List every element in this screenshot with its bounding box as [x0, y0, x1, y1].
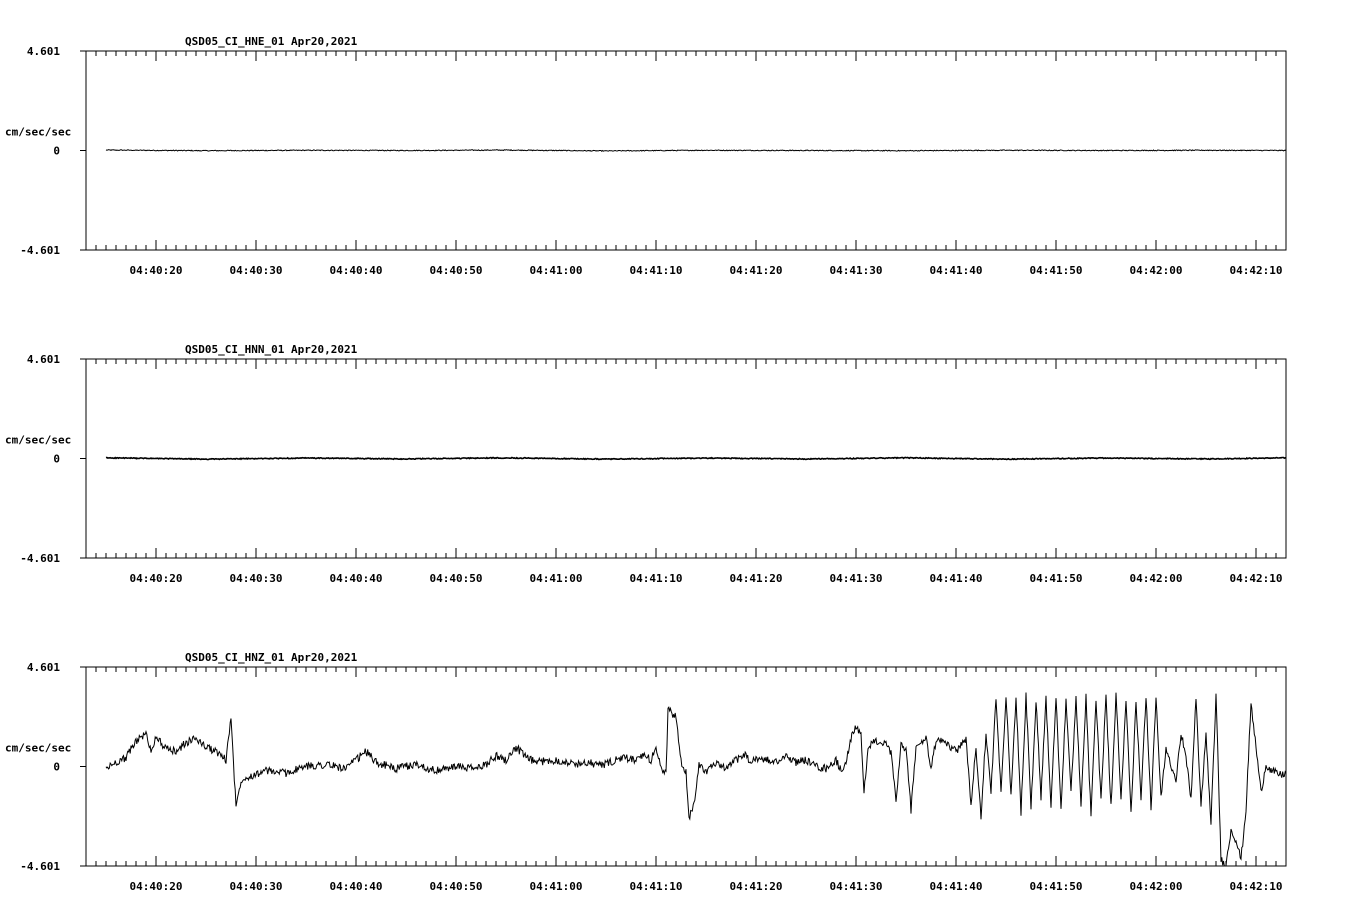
x-tick-label: 04:41:40 [929, 572, 983, 585]
x-tick-label: 04:41:20 [729, 264, 783, 277]
y-tick-label-max: 4.601 [26, 45, 60, 58]
trace-line [106, 150, 1286, 152]
x-tick-label: 04:40:40 [329, 880, 383, 893]
x-tick-label: 04:41:30 [829, 880, 883, 893]
x-tick-label: 04:41:00 [529, 572, 583, 585]
x-tick-label: 04:40:30 [229, 572, 283, 585]
x-tick-label: 04:40:40 [329, 572, 383, 585]
x-tick-label: 04:40:30 [229, 264, 283, 277]
panel-title: QSD05_CI_HNN_01 Apr20,2021 [185, 343, 358, 356]
x-tick-label: 04:40:50 [429, 264, 483, 277]
y-tick-label-min: -4.601 [20, 552, 60, 565]
x-tick-label: 04:42:00 [1129, 572, 1183, 585]
x-tick-label: 04:41:10 [629, 264, 683, 277]
y-tick-label-max: 4.601 [26, 661, 60, 674]
x-tick-label: 04:40:20 [129, 264, 183, 277]
x-tick-label: 04:41:10 [629, 572, 683, 585]
x-tick-label: 04:42:00 [1129, 264, 1183, 277]
x-tick-label: 04:40:20 [129, 880, 183, 893]
x-tick-label: 04:40:50 [429, 572, 483, 585]
x-tick-label: 04:41:50 [1029, 264, 1083, 277]
x-tick-label: 04:42:10 [1229, 264, 1283, 277]
x-tick-label: 04:40:50 [429, 880, 483, 893]
x-tick-label: 04:41:50 [1029, 572, 1083, 585]
x-tick-label: 04:40:40 [329, 264, 383, 277]
x-tick-label: 04:42:10 [1229, 572, 1283, 585]
x-tick-label: 04:41:40 [929, 880, 983, 893]
y-axis-label: cm/sec/sec [5, 741, 72, 755]
y-tick-label-max: 4.601 [26, 353, 60, 366]
x-tick-label: 04:40:30 [229, 880, 283, 893]
x-tick-label: 04:41:00 [529, 880, 583, 893]
x-tick-label: 04:41:40 [929, 264, 983, 277]
x-tick-label: 04:41:10 [629, 880, 683, 893]
x-tick-label: 04:41:00 [529, 264, 583, 277]
x-tick-label: 04:42:00 [1129, 880, 1183, 893]
y-tick-label-zero: 0 [53, 144, 60, 158]
x-tick-label: 04:41:30 [829, 572, 883, 585]
y-axis-label: cm/sec/sec [5, 433, 72, 447]
y-axis-label: cm/sec/sec [5, 125, 72, 139]
x-tick-label: 04:41:20 [729, 572, 783, 585]
y-tick-label-zero: 0 [53, 760, 60, 774]
trace-line [106, 693, 1286, 867]
y-tick-label-min: -4.601 [20, 860, 60, 873]
x-tick-label: 04:41:30 [829, 264, 883, 277]
y-tick-label-zero: 0 [53, 452, 60, 466]
panel-title: QSD05_CI_HNE_01 Apr20,2021 [185, 35, 358, 48]
x-tick-label: 04:42:10 [1229, 880, 1283, 893]
panel-title: QSD05_CI_HNZ_01 Apr20,2021 [185, 651, 358, 664]
y-tick-label-min: -4.601 [20, 244, 60, 257]
trace-line [106, 457, 1286, 459]
x-tick-label: 04:41:20 [729, 880, 783, 893]
x-tick-label: 04:41:50 [1029, 880, 1083, 893]
x-tick-label: 04:40:20 [129, 572, 183, 585]
